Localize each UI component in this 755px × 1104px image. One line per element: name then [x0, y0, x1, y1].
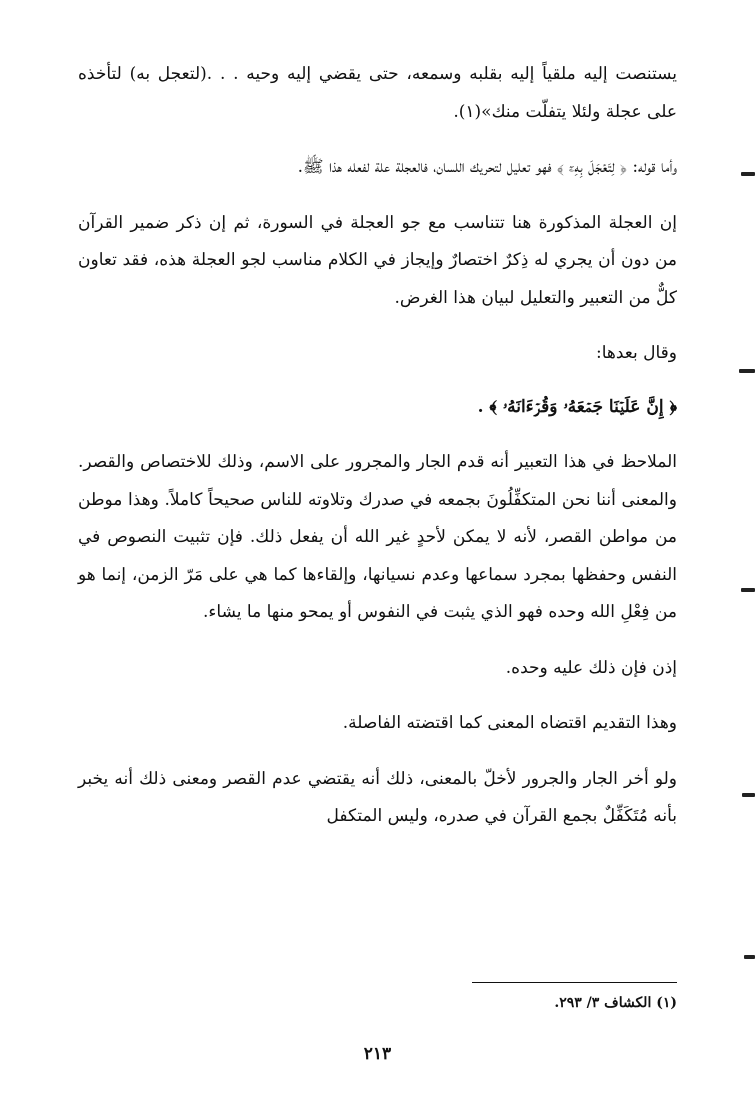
paragraph-1: يستنصت إليه ملقياً إليه بقلبه وسمعه، حتى يقضي إليه وحيه . . .(لتعجل به) لتأخذه على عجلة ولئلا يتفلّت منك»(١).: [78, 64, 677, 122]
paragraph-8: ولو أخر الجار والجرور لأخلّ بالمعنى، ذلك أنه يقتضي عدم القصر ومعنى ذلك أنه يخبر بأنه مُتَكَفِّلٌ بجمع القرآن في صدره، وليس المتكفل: [78, 768, 677, 826]
edge-mark: [739, 369, 755, 373]
paragraph-7: وهذا التقديم اقتضاه المعنى كما اقتضته الفاصلة.: [342, 713, 677, 733]
edge-mark: [742, 793, 755, 797]
footnote: (١) الكشاف ٣/ ٢٩٣.: [554, 995, 677, 1011]
paragraph-6: إذن فإن ذلك عليه وحده.: [505, 657, 677, 678]
quran-verse: ﴿ إِنَّ عَلَيۡنَا جَمۡعَهُۥ وَقُرۡءَانَهُۥ ﴾ .: [477, 396, 677, 417]
footnote-divider: [472, 982, 677, 983]
edge-mark: [741, 172, 755, 176]
paragraph-2: وأما قوله: ﴿ لِتَعۡجَلَ بِهِۦٓ ﴾ فهو تعليل لتحريك اللسان، فالعجلة علة لفعله هذا ﷺ.: [297, 157, 677, 177]
edge-mark: [741, 588, 755, 592]
paragraph-3: إن العجلة المذكورة هنا تتناسب مع جو العجلة في السورة، ثم إن ذكر ضمير القرآن من دون أن يجري له ذِكرٌ اختصارٌ وإيجاز في الكلام مناسب لجو العجلة هذه، فقد تعاون كلٌّ من التعبير والتعليل لبيان هذا الغرض.: [78, 212, 677, 308]
page-number: ٢١٣: [363, 1044, 392, 1064]
paragraph-5: الملاحظ في هذا التعبير أنه قدم الجار والمجرور على الاسم، وذلك للاختصاص والقصر. والمعنى أننا نحن المتكفِّلُونَ بجمعه في صدرك وتلاوته للناس صحيحاً كاملاً. وهذا موطن من مواطن القصر، لأنه لا يمكن لأحدٍ غير الله أن يفعل ذلك. فإن تثبيت النصوص في النفس وحفظها بمجرد سماعها وعدم نسيانها، وإلقاءها كما هي على مَرّ الزمن، إنما هو من فِعْلِ الله وحده فهو الذي يثبت في النفوس أو يمحو منها ما يشاء.: [78, 452, 677, 622]
main-text: [78, 56, 677, 854]
paragraph-4: وقال بعدها:: [596, 343, 677, 363]
edge-mark: [744, 955, 755, 959]
